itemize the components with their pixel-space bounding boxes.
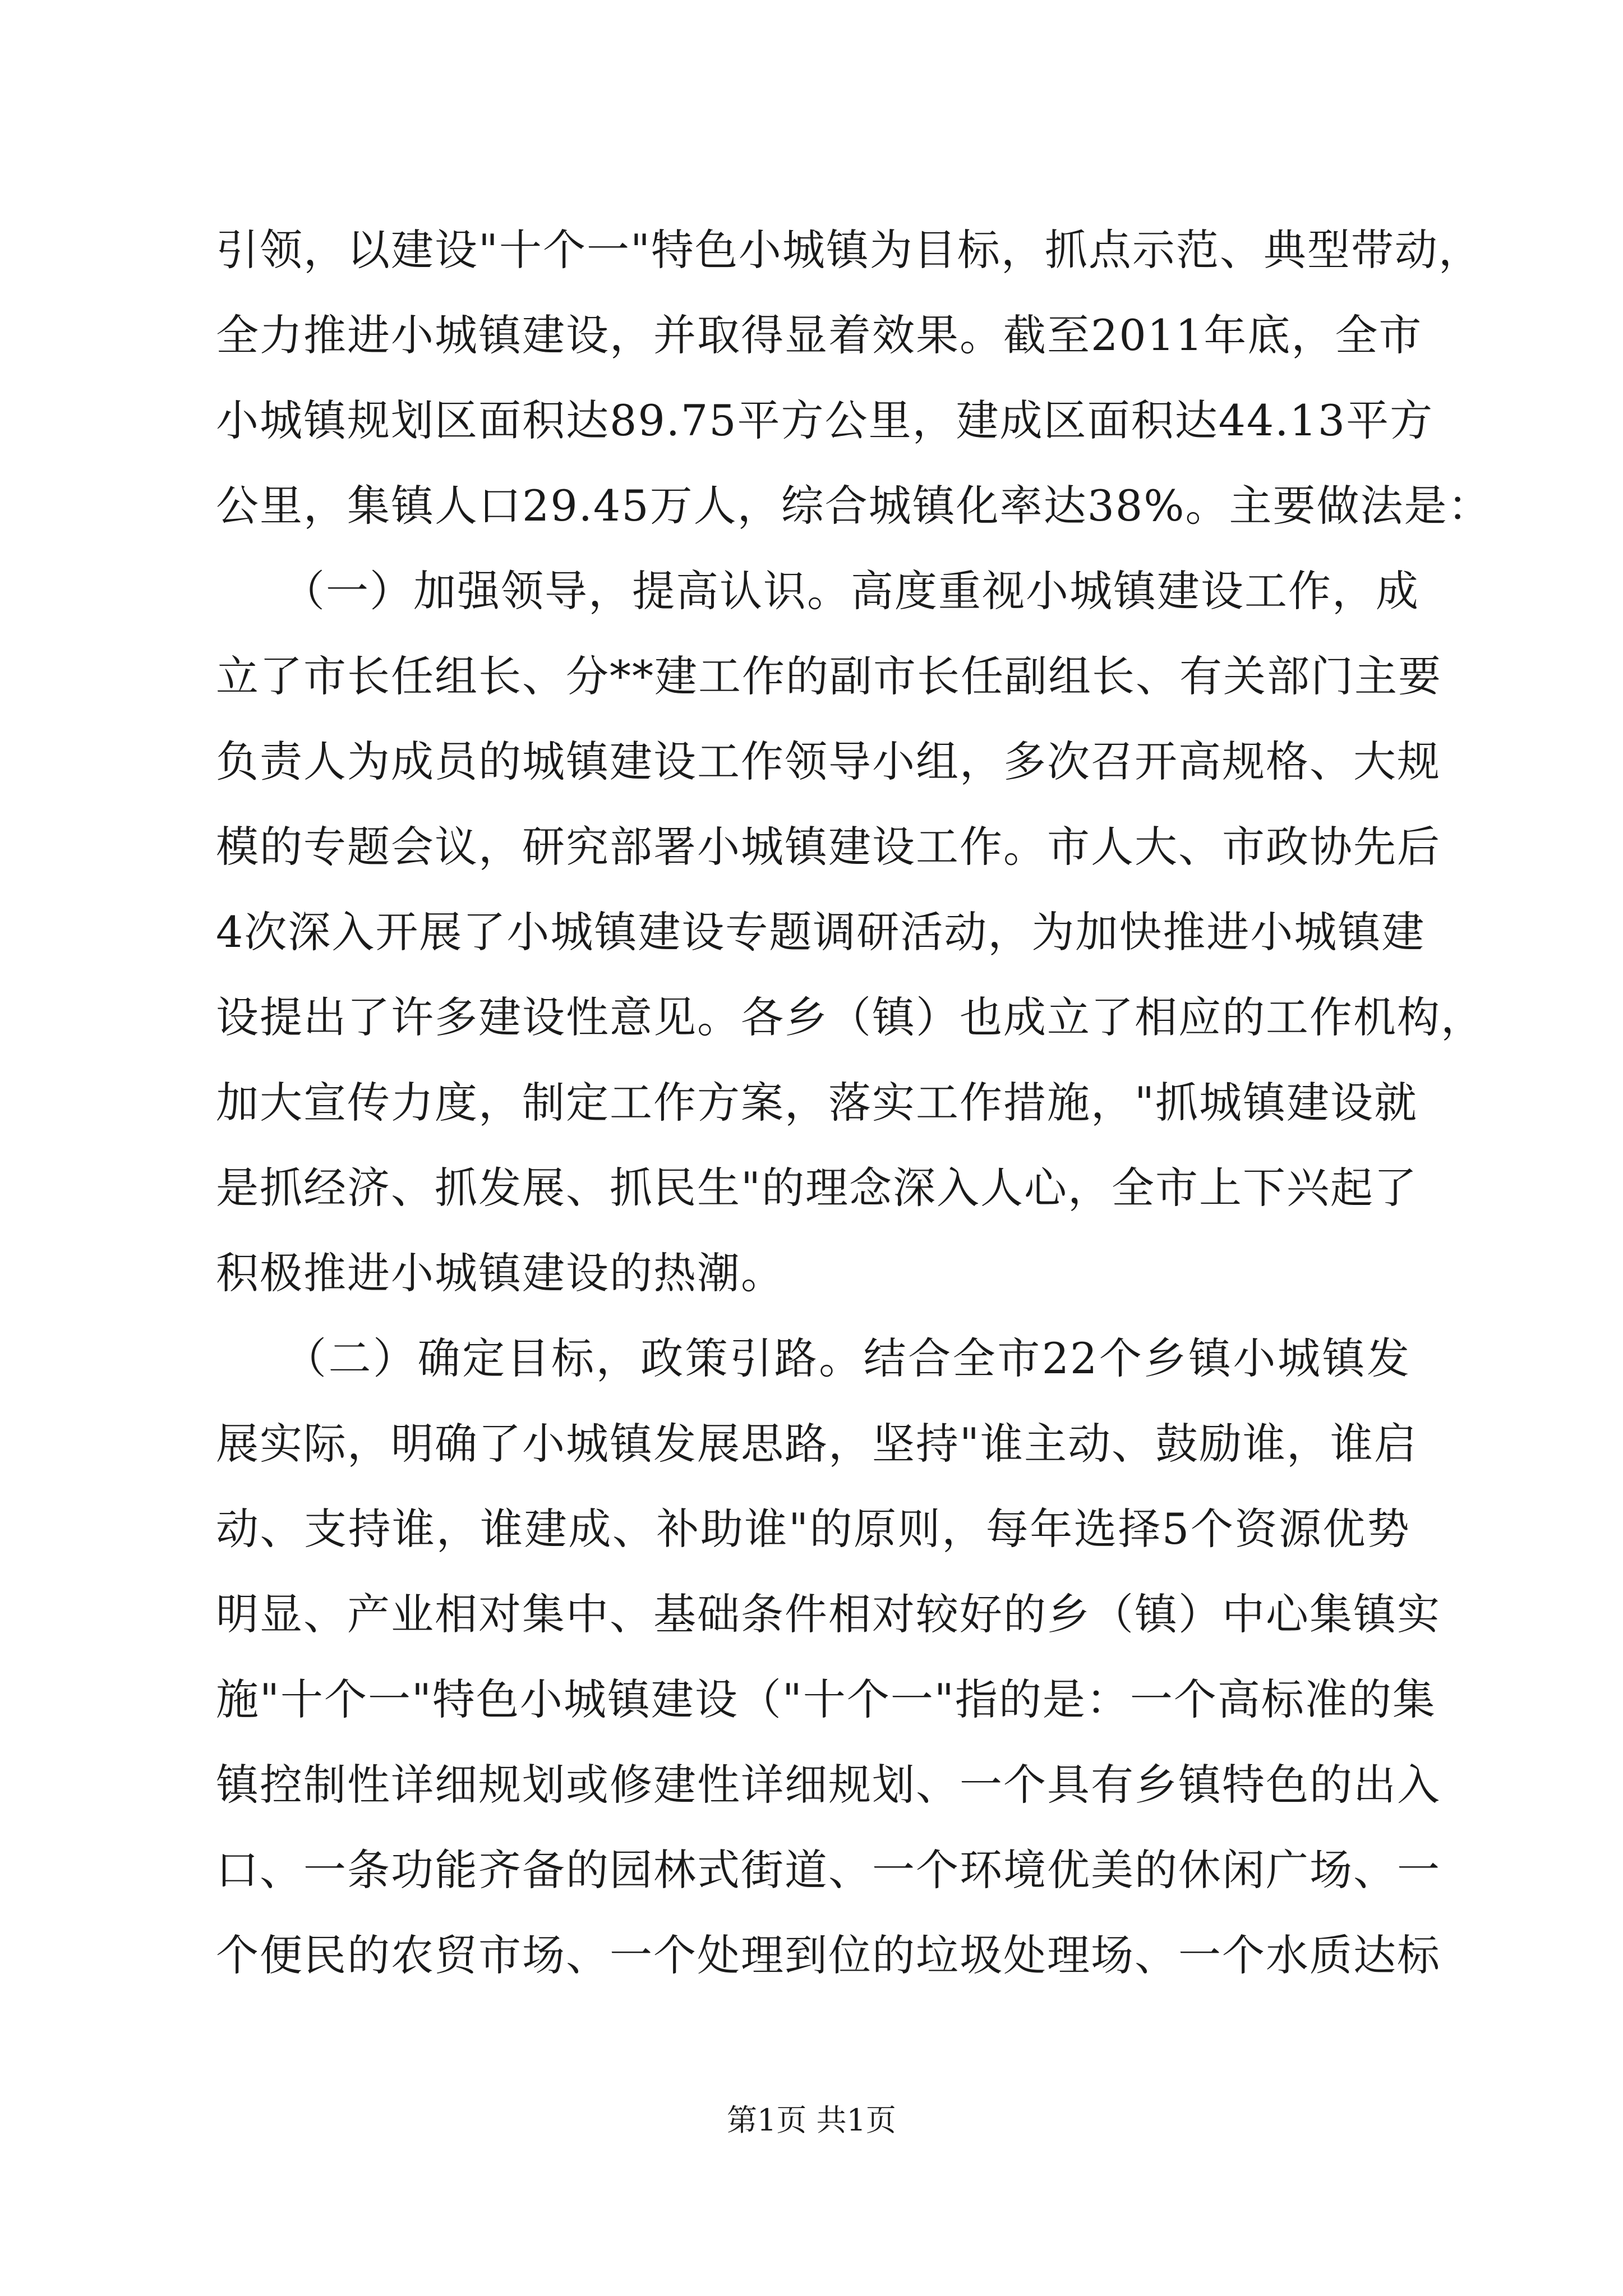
text-line: 施"十个一"特色小城镇建设（"十个一"指的是：一个高标准的集 bbox=[216, 1674, 1436, 1724]
text-line: 口、一条功能齐备的园林式街道、一个环境优美的休闲广场、一 bbox=[216, 1845, 1441, 1895]
page-footer bbox=[0, 2101, 1623, 2140]
text-line: （一）加强领导，提高认识。高度重视小城镇建设工作，成 bbox=[216, 566, 1419, 616]
text-line: 动、支持谁，谁建成、补助谁"的原则，每年选择5个资源优势 bbox=[216, 1504, 1410, 1554]
text-line: 是抓经济、抓发展、抓民生"的理念深入人心，全市上下兴起了 bbox=[216, 1163, 1418, 1213]
text-line: 展实际，明确了小城镇发展思路，坚持"谁主动、鼓励谁，谁启 bbox=[216, 1419, 1418, 1469]
text-line: 积极推进小城镇建设的热潮。 bbox=[216, 1248, 785, 1298]
text-line: 4次深入开展了小城镇建设专题调研活动，为加快推进小城镇建 bbox=[216, 907, 1426, 957]
text-line: 个便民的农贸市场、一个处理到位的垃圾处理场、一个水质达标 bbox=[216, 1930, 1441, 1980]
text-line: 小城镇规划区面积达89.75平方公里，建成区面积达44.13平方 bbox=[216, 395, 1434, 445]
text-line: 明显、产业相对集中、基础条件相对较好的乡（镇）中心集镇实 bbox=[216, 1589, 1441, 1639]
text-line: 镇控制性详细规划或修建性详细规划、一个具有乡镇特色的出入 bbox=[216, 1760, 1441, 1810]
text-line: 全力推进小城镇建设，并取得显着效果。截至2011年底，全市 bbox=[216, 310, 1423, 360]
text-line: 公里，集镇人口29.45万人，综合城镇化率达38%。主要做法是： bbox=[216, 481, 1492, 531]
text-line: 立了市长任组长、分**建工作的副市长任副组长、有关部门主要 bbox=[216, 651, 1442, 701]
text-line: 加大宣传力度，制定工作方案，落实工作措施，"抓城镇建设就 bbox=[216, 1078, 1418, 1128]
document-body bbox=[216, 208, 1492, 1998]
text-line: 模的专题会议，研究部署小城镇建设工作。市人大、市政协先后 bbox=[216, 822, 1441, 872]
page-number-label: 第1页 共1页 bbox=[727, 2102, 896, 2138]
text-line: 负责人为成员的城镇建设工作领导小组，多次召开高规格、大规 bbox=[216, 737, 1441, 786]
text-line: 引领，以建设"十个一"特色小城镇为目标，抓点示范、典型带动， bbox=[216, 225, 1482, 275]
text-line: （二）确定目标，政策引路。结合全市22个乡镇小城镇发 bbox=[216, 1333, 1410, 1383]
text-line: 设提出了许多建设性意见。各乡（镇）也成立了相应的工作机构， bbox=[216, 992, 1484, 1042]
